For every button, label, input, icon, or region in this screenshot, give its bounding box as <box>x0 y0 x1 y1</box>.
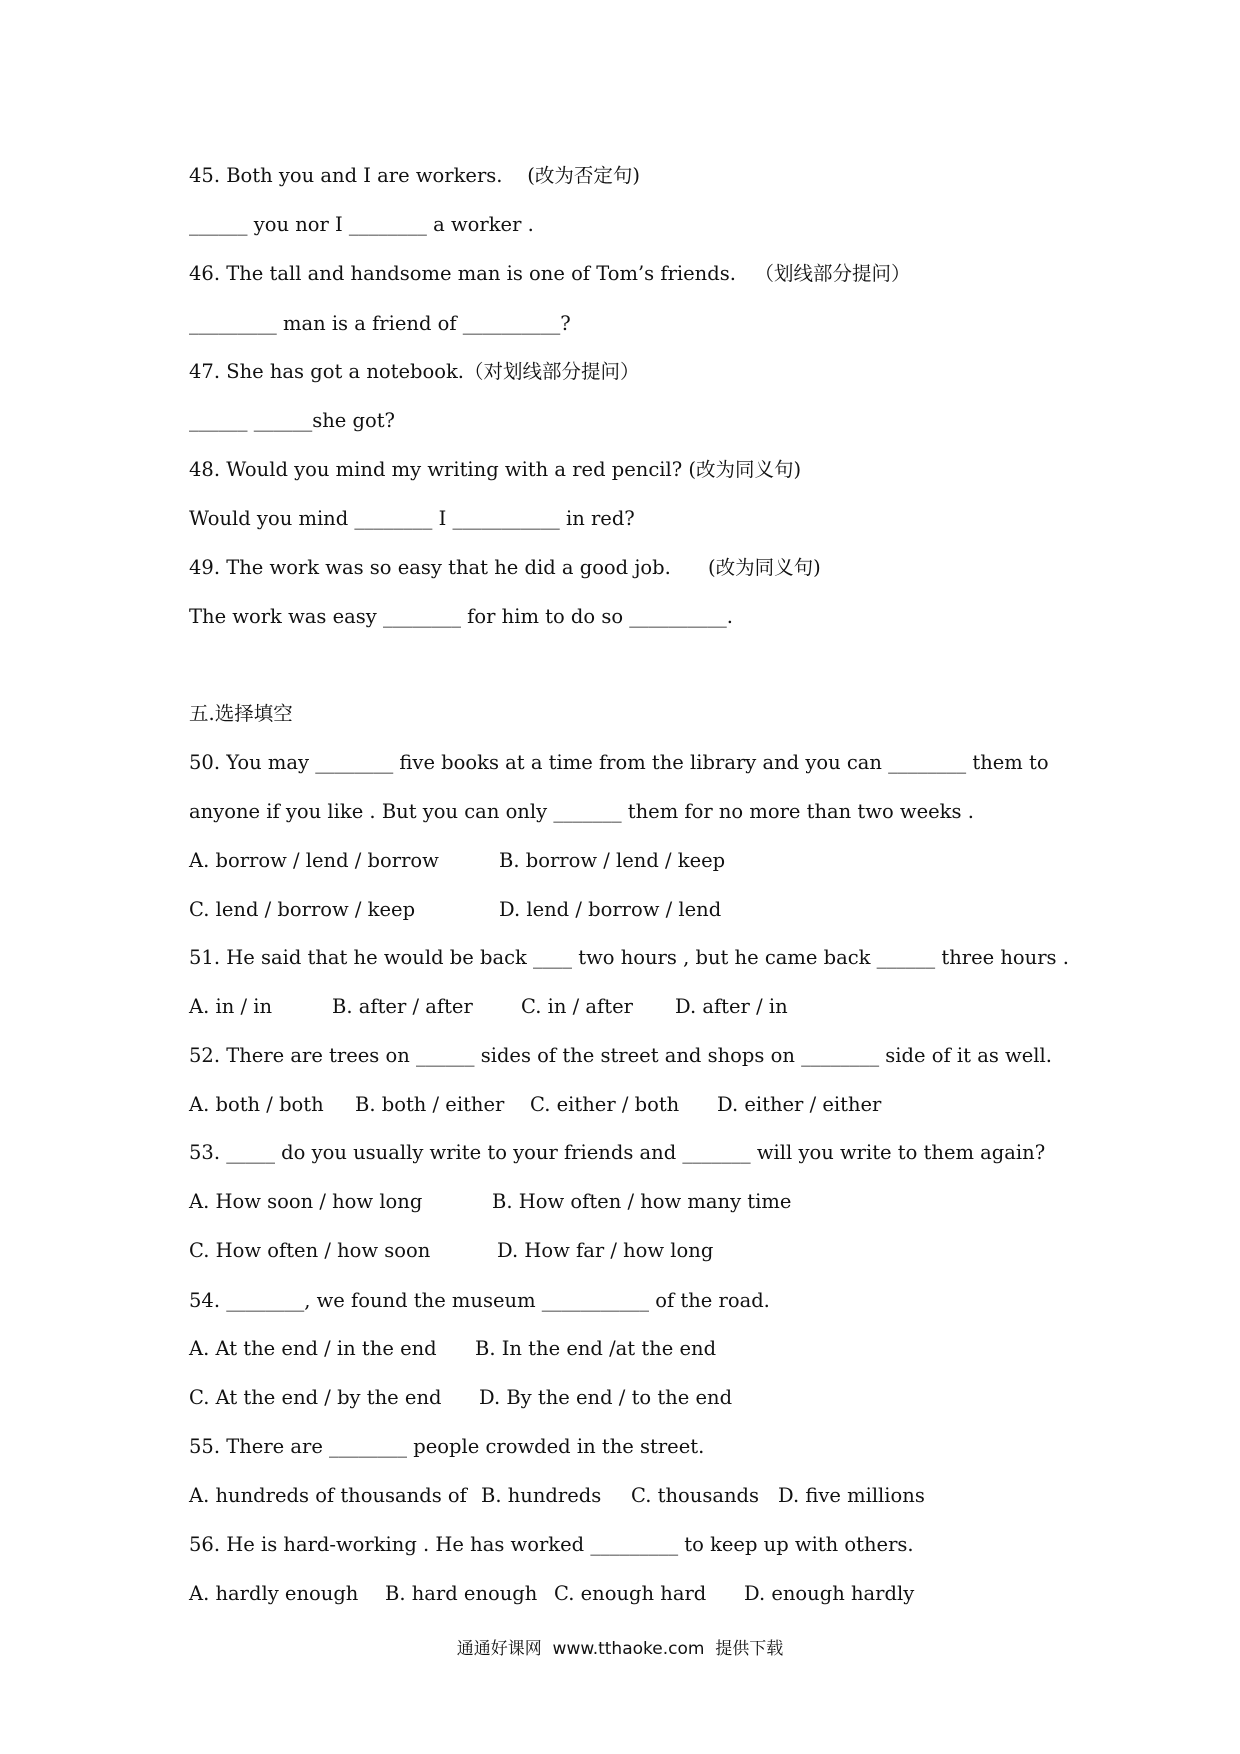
option-53-d: D. How far / how long <box>497 1239 714 1262</box>
answer-49: The work was easy ________ for him to do so __________. <box>189 605 733 628</box>
question-48: 48. Would you mind my writing with a red pencil? (改为同义句) <box>189 458 802 481</box>
question-50-line-2: anyone if you like . But you can only _______ them for no more than two weeks . <box>189 800 974 823</box>
option-55-b: B. hundreds <box>481 1484 602 1507</box>
option-51-c: C. in / after <box>521 995 633 1018</box>
option-53-c: C. How often / how soon <box>189 1239 431 1262</box>
option-52-a: A. both / both <box>189 1093 324 1116</box>
option-54-d: D. By the end / to the end <box>479 1386 733 1409</box>
question-54: 54. ________, we found the museum ___________ of the road. <box>189 1289 770 1312</box>
question-52: 52. There are trees on ______ sides of the street and shops on ________ side of it as well. <box>189 1044 1052 1067</box>
option-54-b: B. In the end /at the end <box>475 1337 717 1360</box>
option-56-b: B. hard enough <box>385 1582 538 1605</box>
option-56-d: D. enough hardly <box>744 1582 915 1605</box>
question-50-line-1: 50. You may ________ five books at a time from the library and you can ________ them to <box>189 751 1049 774</box>
option-52-d: D. either / either <box>717 1093 882 1116</box>
question-47: 47. She has got a notebook.（对划线部分提问） <box>189 360 640 383</box>
option-54-c: C. At the end / by the end <box>189 1386 442 1409</box>
question-56: 56. He is hard-working . He has worked _________ to keep up with others. <box>189 1533 914 1556</box>
option-50-a: A. borrow / lend / borrow <box>189 849 439 872</box>
option-51-d: D. after / in <box>675 995 788 1018</box>
question-45: 45. Both you and I are workers. (改为否定句) <box>189 164 640 187</box>
option-54-a: A. At the end / in the end <box>189 1337 437 1360</box>
question-53: 53. _____ do you usually write to your friends and _______ will you write to them again? <box>189 1141 1046 1164</box>
answer-47: ______ ______she got? <box>189 409 396 432</box>
question-49: 49. The work was so easy that he did a good job. (改为同义句) <box>189 556 821 579</box>
option-50-b: B. borrow / lend / keep <box>499 849 726 872</box>
option-52-b: B. both / either <box>355 1093 505 1116</box>
option-51-a: A. in / in <box>189 995 273 1018</box>
option-52-c: C. either / both <box>530 1093 680 1116</box>
option-51-b: B. after / after <box>332 995 473 1018</box>
option-55-c: C. thousands <box>631 1484 759 1507</box>
page-footer: 通通好课网 www.tthaoke.com 提供下载 <box>456 1639 784 1659</box>
question-55: 55. There are ________ people crowded in the street. <box>189 1435 705 1458</box>
option-53-b: B. How often / how many time <box>492 1190 792 1213</box>
option-53-a: A. How soon / how long <box>189 1190 423 1213</box>
answer-48: Would you mind ________ I ___________ in red? <box>189 507 635 530</box>
answer-46: _________ man is a friend of __________? <box>189 312 571 335</box>
option-50-d: D. lend / borrow / lend <box>499 898 722 921</box>
option-56-a: A. hardly enough <box>189 1582 359 1605</box>
question-46: 46. The tall and handsome man is one of Tom’s friends. （划线部分提问） <box>189 262 911 285</box>
option-56-c: C. enough hard <box>554 1582 707 1605</box>
question-51: 51. He said that he would be back ____ two hours , but he came back ______ three hours . <box>189 946 1069 969</box>
option-50-c: C. lend / borrow / keep <box>189 898 416 921</box>
option-55-a: A. hundreds of thousands of <box>189 1484 467 1507</box>
answer-45: ______ you nor I ________ a worker . <box>189 213 534 236</box>
section-title: 五.选择填空 <box>189 702 293 725</box>
option-55-d: D. five millions <box>778 1484 925 1507</box>
